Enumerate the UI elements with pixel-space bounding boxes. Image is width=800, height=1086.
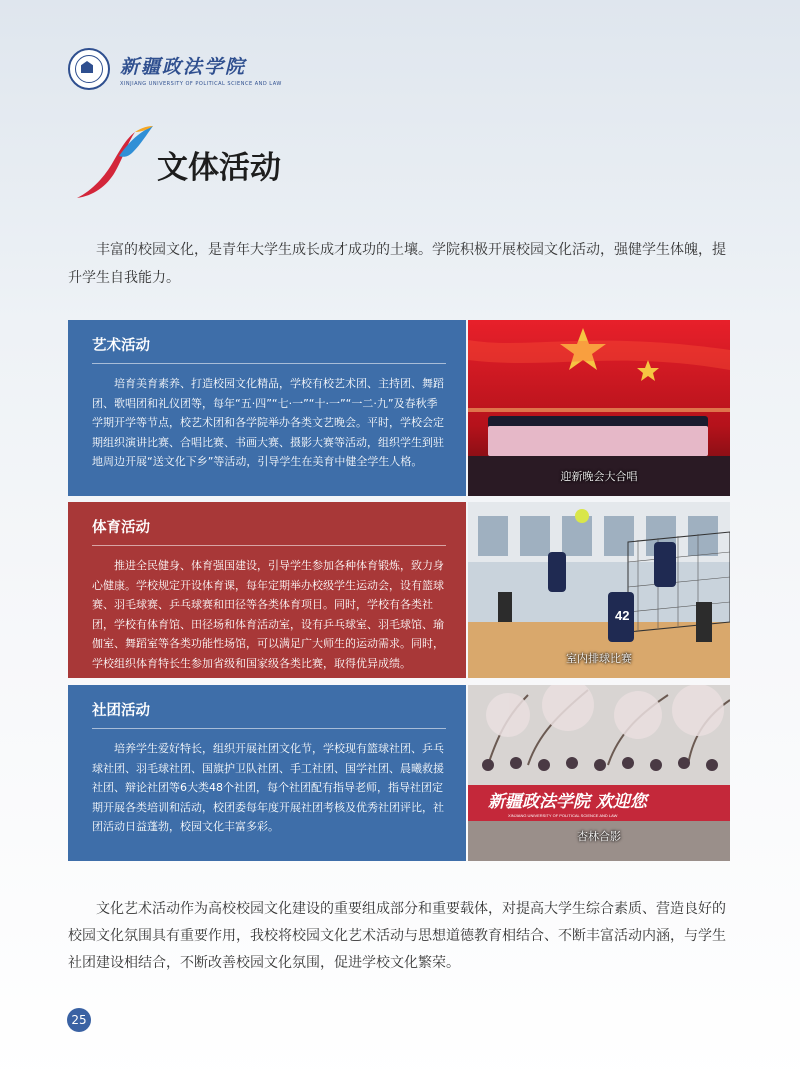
jersey-number: 42 bbox=[615, 608, 630, 623]
welcome-banner-en: XINJIANG UNIVERSITY OF POLITICAL SCIENCE AND LAW bbox=[508, 813, 618, 818]
art-activities-panel bbox=[68, 320, 466, 496]
title-block bbox=[75, 124, 281, 204]
closing-paragraph: 文化艺术活动作为高校校园文化建设的重要组成部分和重要载体，对提高大学生综合素质、营造良好的校园文化氛围具有重要作用，我校将校园文化艺术活动与思想道德教育相结合、不断丰富活动内涵，与学生社团建设相结合，不断改善校园文化氛围，促进学校文化繁荣。 bbox=[68, 901, 726, 971]
sports-activities-panel bbox=[68, 502, 466, 678]
intro-paragraph: 丰富的校园文化，是青年大学生成长成才成功的土壤。学院积极开展校园文化活动，强健学生体魄，提升学生自我能力。 bbox=[68, 242, 726, 286]
volleyball-photo-caption: 室内排球比赛 bbox=[566, 652, 632, 665]
school-name: 新疆政法学院 bbox=[120, 55, 247, 78]
welcome-banner-text: 新疆政法学院 欢迎您 bbox=[488, 792, 647, 812]
choir-photo-caption: 迎新晚会大合唱 bbox=[560, 470, 638, 483]
sports-activities-text: 推进全民健身、体育强国建设，引导学生参加各种体育锻炼，致力身心健康。学校规定开设体育课，每年定期举办校级学生运动会，设有篮球赛、羽毛球赛、乒乓球赛和田径等各类体育项目。同时，学校有各类社团，学校有体育馆、田径场和体育活动室，设有乒乓球室、羽毛球馆、瑜伽室、舞蹈室等各类功能性场馆，可以满足广大师生的运动需求。同时，学校组织体育特长生参加省级和国家级各类比赛，取得优异成绩。 bbox=[92, 559, 444, 670]
choir-photo bbox=[468, 320, 730, 496]
volleyball-photo bbox=[468, 502, 730, 678]
club-group-photo bbox=[468, 685, 730, 861]
art-activities-text: 培育美育素养、打造校园文化精品，学校有校艺术团、主持团、舞蹈团、歌唱团和礼仪团等，每年“五·四”“七·一”“十·一”“一二·九”及春秋季学期开学等节点，校艺术团和各学院举办各类文艺晚会。平时，学校会定期组织演讲比赛、合唱比赛、书画大赛、摄影大赛等活动，组织学生到驻地周边开展“送文化下乡”等活动，引导学生在美育中健全学生人格。 bbox=[92, 377, 444, 468]
club-photo-caption: 杏林合影 bbox=[577, 830, 621, 843]
club-activities-panel bbox=[68, 685, 466, 861]
sports-activities-heading: 体育活动 bbox=[92, 516, 446, 546]
school-emblem-icon bbox=[68, 48, 110, 90]
page-number: 25 bbox=[67, 1008, 91, 1032]
art-activities-heading: 艺术活动 bbox=[92, 334, 446, 364]
page-title: 文体活动 bbox=[157, 150, 281, 186]
ribbon-icon bbox=[75, 124, 161, 200]
school-logo bbox=[68, 48, 282, 90]
club-activities-heading: 社团活动 bbox=[92, 699, 446, 729]
school-name-en: XINJIANG UNIVERSITY OF POLITICAL SCIENCE AND LAW bbox=[120, 80, 282, 87]
club-activities-text: 培养学生爱好特长，组织开展社团文化节，学校现有篮球社团、乒乓球社团、羽毛球社团、国旗护卫队社团、手工社团、国学社团、晨曦救援社团、辩论社团等6大类48个社团，每个社团配有指导老师，指导社团定期开展各类培训和活动，校团委每年度开展社团考核及优秀社团评比，社团活动日益蓬勃，校园文化丰富多彩。 bbox=[92, 742, 444, 833]
